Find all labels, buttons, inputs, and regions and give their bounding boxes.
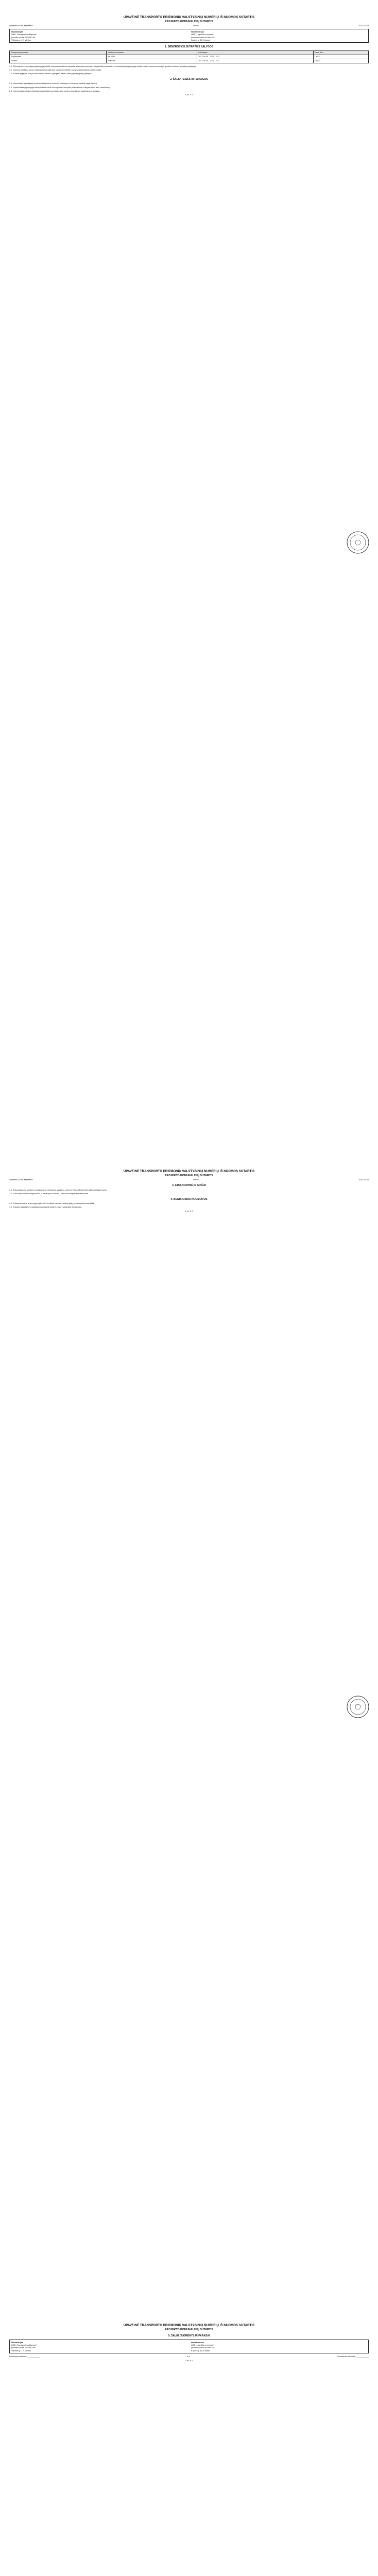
table-header: Valstybinis numeris xyxy=(107,51,197,55)
section-1-heading: 1. BENDROSIOS SUTARTIES SĄLYGOS xyxy=(165,45,213,49)
table-cell: 2021-06-08 – 2021-12-31 xyxy=(197,55,313,59)
lessor-title: Nuomotojas xyxy=(11,2341,24,2344)
lessee-code: Įmonės kodas 987654321 xyxy=(191,2346,215,2349)
table-header: Laikotarpis xyxy=(197,51,313,55)
contract-subtitle: PROJEKTO KOMUNALINIŲ SUTARTIS xyxy=(165,2328,213,2331)
paragraph: 1.3. Sutartis įsigalioja nuo jos pasirašymo dienos ir galioja iki visiško šalių įsipareigojimų įvykdymo. xyxy=(9,72,92,75)
number-value: KT-2021/0017 xyxy=(20,24,33,27)
table-cell: 180,00 xyxy=(313,59,368,63)
parties-block xyxy=(9,2340,369,2354)
date-label: 2021-06-08 xyxy=(358,24,369,27)
lessor-code: Įmonės kodas 123456789 xyxy=(11,36,36,39)
lessee-code: Įmonės kodas 987654321 xyxy=(191,36,215,39)
lessor-code: Įmonės kodas 123456789 xyxy=(11,2346,36,2349)
city-label: Vilnius xyxy=(193,1178,199,1181)
lessee-address: Kauno g. 45, Kaunas xyxy=(191,2349,211,2352)
lessee-address: Kauno g. 45, Kaunas xyxy=(191,39,211,42)
contract-sheet-3 xyxy=(9,2324,369,2362)
paragraph: 1.2. Nuomos objektas, kaina ir laikotarpis nurodyti šios sutarties lentelėje, kuri yra neatskiriama sutarties dalis. xyxy=(9,69,102,71)
page-footer: 1 psl. iš 3 xyxy=(185,94,193,96)
date-label: 2021-06-08 xyxy=(358,1178,369,1181)
table-row xyxy=(10,55,369,59)
table-cell: KLM 456 xyxy=(107,59,197,63)
section-5-heading: 5. ŠALIŲ DUOMENYS IR PARAŠAI xyxy=(168,2334,210,2337)
contract-title: UPAVTINĖ TRANSPORTO PRIEMONIŲ VALSTYBINIŲ NUMERIŲ IŠ NUOMOS SUTARTIS xyxy=(123,2324,255,2327)
rental-table xyxy=(9,50,369,63)
contract-sheet-1 xyxy=(9,15,369,96)
paragraph: 4.1. Sutartis sudaryta dviem egzemplioriais, turinčiais vienodą juridinę galią, po vieną kiekvienai šaliai. xyxy=(9,1202,95,1205)
table-header: Kaina, Eur xyxy=(313,51,368,55)
contract-subtitle: PROJEKTO KOMUNALINIŲ SUTARTIS xyxy=(165,20,213,23)
section-2-heading: 2. ŠALIŲ TEISĖS IR PAREIGOS xyxy=(170,77,208,81)
contract-header-line xyxy=(9,25,369,27)
parties-block xyxy=(9,29,369,43)
lessee-name: UAB „Logistikos centras“ xyxy=(191,2343,214,2346)
contract-sheet-2 xyxy=(9,1170,369,1213)
city-label: Vilnius xyxy=(193,24,199,27)
table-row xyxy=(10,59,369,63)
contract-title: UPAVTINĖ TRANSPORTO PRIEMONIŲ VALSTYBINIŲ NUMERIŲ IŠ NUOMOS SUTARTIS xyxy=(123,1170,255,1173)
lessor-title: Nuomotojas xyxy=(11,30,24,33)
paragraph: 2.1. Nuomotojas įsipareigoja perduoti valstybinius numerius tvarkingus ir tinkamus naudoti pagal paskirtį. xyxy=(9,82,97,85)
lessor-name: UAB „Transporto valdymas“ xyxy=(11,33,37,36)
number-label: Sutarties Nr. xyxy=(9,24,20,27)
number-label: Sutarties Nr. xyxy=(9,1178,20,1181)
number-value: KT-2021/0017 xyxy=(20,1178,33,1181)
lessee-title: Nuomininkas xyxy=(191,2341,204,2344)
section-3-heading: 3. ATSAKOMYBĖ IR GINČAI xyxy=(172,1183,206,1187)
table-cell: 120,00 xyxy=(313,55,368,59)
page-footer: 3 psl. iš 3 xyxy=(185,2360,193,2362)
signature-line xyxy=(9,2355,369,2358)
paragraph: 3.2. Ginčai sprendžiami derybų būdu, o nepavykus susitarti – Lietuvos Respublikos teismuose. xyxy=(9,1192,89,1195)
table-cell: 2021-06-08 – 2021-12-31 xyxy=(197,59,313,63)
page-footer: 2 psl. iš 3 xyxy=(185,1210,193,1213)
round-stamp-icon xyxy=(346,531,370,554)
table-cell: AB 1234 xyxy=(107,55,197,59)
paragraph: 1.1. Šia sutartimi nuomotojas įsipareigoja suteikti nuomininkui laikinai naudotis transporto priemonių valstybiniais numeriais, o nuomininkas įsipareigoja mokėti sutartą nuomos mokestį ir grąžinti numerius sutarties pabaigoje. xyxy=(9,65,197,67)
lessor-address: Vilniaus g. 12, Vilnius xyxy=(11,2349,31,2352)
lessee-name: UAB „Logistikos centras“ xyxy=(191,33,214,36)
section-4-heading: 4. BENDROSIOS NUOSTATOS xyxy=(170,1197,208,1201)
paragraph: 3.1. Šalys atsako už sutarties neįvykdymą ar netinkamą įvykdymą Lietuvos Respublikos teisės aktų nustatyta tvarka. xyxy=(9,1189,107,1191)
table-cell: Vilkikas xyxy=(10,59,107,63)
table-header: Transporto priemonė xyxy=(10,51,107,55)
lessee-title: Nuomininkas xyxy=(191,30,204,33)
paragraph: 2.2. Nuomininkas įsipareigoja naudoti numerius tik nurodytoms transporto priemonėms ir laikytis teisės aktų reikalavimų. xyxy=(9,86,110,89)
lessor-signature: Nuomotojo atstovas ____________ xyxy=(9,2355,40,2358)
paragraph: 4.2. Sutarties pakeitimai ir papildymai galioja tik sudaryti raštu ir pasirašyti abiejų šalių. xyxy=(9,1206,82,1209)
paragraph: 2.3. Nuomininkas privalo nedelsdamas pranešti nuomotojui apie numerių praradimą, sugadinimą ar vagystę. xyxy=(9,90,100,92)
lessor-name: UAB „Transporto valdymas“ xyxy=(11,2343,37,2346)
table-cell: Puspriekabė xyxy=(10,55,107,59)
contract-header-line xyxy=(9,1179,369,1181)
round-stamp-icon xyxy=(346,1695,370,1719)
lessor-address: Vilniaus g. 12, Vilnius xyxy=(11,39,31,42)
contract-title: UPAVTINĖ TRANSPORTO PRIEMONIŲ VALSTYBINIŲ NUMERIŲ IŠ NUOMOS SUTARTIS xyxy=(123,15,255,19)
contract-subtitle: PROJEKTO KOMUNALINIŲ SUTARTIS xyxy=(165,1174,213,1177)
lessee-signature: Nuomininko atstovas ____________ xyxy=(337,2355,369,2358)
stamp-label: A.V. xyxy=(186,2355,191,2358)
